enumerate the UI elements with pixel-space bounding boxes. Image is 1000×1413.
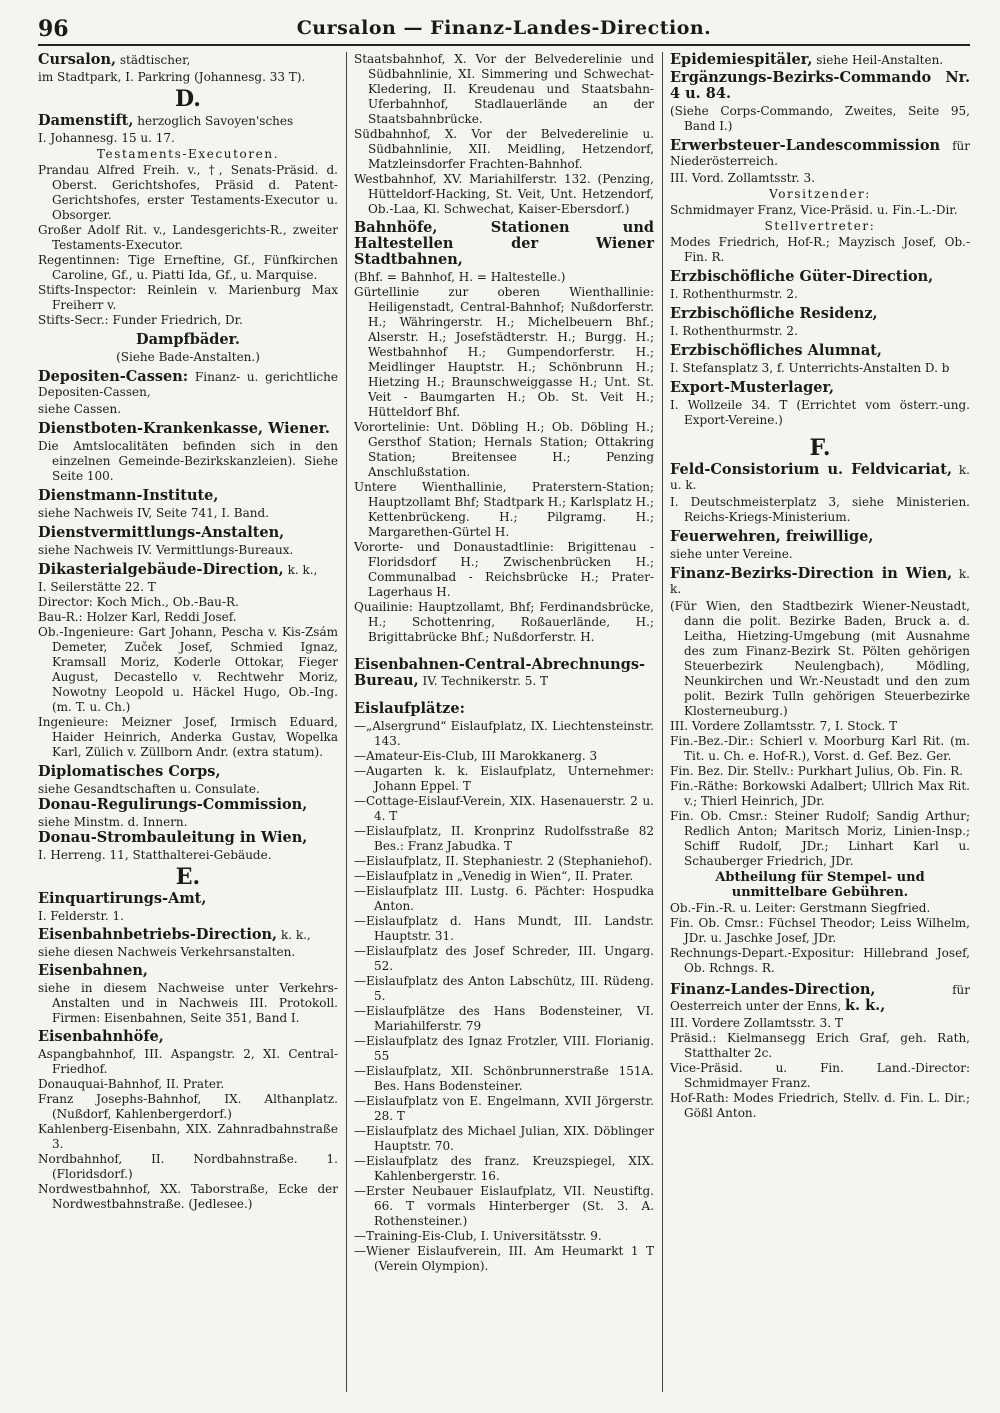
entry-line: Südbahnhof, X. Vor der Belvederelinie u. Südbahnlinie, XII. Meidling, Hetzendorf, Matzleinsdorfer Frachten-Bahnhof. [354,127,654,171]
entry-line: Donauquai-Bahnhof, II. Prater. [38,1077,225,1091]
entry-feld-consistorium: Feld-Consistorium u. Feldvicariat, k. u. k. [670,461,970,492]
list-item: —Erster Neubauer Eislaufplatz, VII. Neustiftg. 66. T vormals Hinterberger (St. 3. A. Rothensteiner.) [354,1184,654,1228]
page-number: 96 [38,16,69,42]
entry-line: Fin. Ob. Cmsr.: Füchsel Theodor; Leiss Wilhelm, JDr. u. Jaschke Josef, JDr. [670,916,970,945]
list-item: —Eislaufplatz, XII. Schönbrunnerstraße 151A. Bes. Hans Bodensteiner. [354,1064,654,1093]
entry-line: Quailinie: Hauptzollamt, Bhf; Ferdinandsbrücke, H.; Schottenring, Roßauerlände, H.; Brigittabrücke Bhf.; Nußdorferstr. H. [354,600,654,644]
entry-line: Präsid.: Kielmansegg Erich Graf, geh. Rath, Statthalter 2c. [670,1031,970,1060]
column-left [38,52,338,1212]
entry-line: siehe in diesem Nachweise unter Verkehrs-Anstalten und in Nachweis III. Protokoll. Firmen: Eisenbahnen, Seite 351, Band I. [38,981,338,1025]
entry-line: Staatsbahnhof, X. Vor der Belvederelinie und Südbahnlinie, XI. Simmering und Schwechat-Kledering, II. Kreudenau und Staatsbahn-Uferbahnhof, Stadlauerlände an der Staatsbahnbrücke. [354,52,654,126]
list-item: —Eislaufplatz in „Venedig in Wien“, II. Prater. [354,869,634,883]
entry-line: I. Stefansplatz 3, f. Unterrichts-Anstalten D. b [670,361,950,375]
section-letter: F. [809,435,831,461]
entry-line: Regentinnen: Tige Erneftine, Gf., Fünfkirchen Caroline, Gf., u. Piatti Ida, Gf., u. Marquise. [38,253,338,282]
entry-damenstift: Damenstift, herzoglich Savoyen'sches [38,112,294,129]
entry-line: im Stadtpark, I. Parkring (Johannesg. 33 T). [38,70,306,84]
entry-line: Prandau Alfred Freih. v., †, Senats-Präsid. d. Oberst. Gerichtshofes, Präsid d. Patent-Gerichtshofes, erster Testaments-Executor u. Obsorger. [38,163,338,222]
entry-line: siehe Minstm. d. Innern. [38,815,188,829]
entry-donau-strombau: Donau-Strombauleitung in Wien, [38,829,308,846]
list-item: —Eislaufplatz des franz. Kreuzspiegel, XIX. Kahlenbergerstr. 16. [354,1154,654,1183]
entry-line: siehe Gesandtschaften u. Consulate. [38,782,260,796]
directory-page [38,14,970,1399]
entry-epidemiespitaeler: Epidemiespitäler, siehe Heil-Anstalten. [670,51,944,68]
entry-erwerbsteuer: Erwerbsteuer-Landescommission für Niederösterreich. [670,137,970,168]
running-title: Cursalon — Finanz-Landes-Direction. [296,17,712,39]
entry-eisenbahnhoefe: Eisenbahnhöfe, [38,1028,164,1045]
entry-line: III. Vord. Zollamtsstr. 3. [670,171,815,185]
entry-line: (Für Wien, den Stadtbezirk Wiener-Neustadt, dann die polit. Bezirke Baden, Bruck a. d. Leitha, Hietzing-Umgebung (mit Ausnahme des zum Finanz-Bezirk St. Pölten gehörigen Steuerbezirk Neulengbach), Mödling, Neunkirchen und Wr.-Neustadt und den zum polit. Bezirk Tulln gehörigen Steuerbezirke Klosterneuburg.) [670,599,970,718]
entry-ergaenzungs-commando: Ergänzungs-Bezirks-Commando Nr. 4 u. 84. [670,69,970,102]
entry-feuerwehren: Feuerwehren, freiwillige, [670,528,874,545]
entry-abrechnungs-bureau: Eisenbahnen-Central-Abrechnungs-Bureau, IV. Technikerstr. 5. T [354,656,646,689]
entry-line: Modes Friedrich, Hof-R.; Mayzisch Josef, Ob.-Fin. R. [670,235,970,264]
entry-eisenbahnen: Eisenbahnen, [38,962,148,979]
list-item: —Eislaufplatz des Ignaz Frotzler, VIII. Florianig. 55 [354,1034,654,1063]
entry-stadtbahnen: Bahnhöfe, Stationen und Haltestellen der Wiener Stadtbahnen, [354,219,654,268]
entry-line: I. Felderstr. 1. [38,909,124,923]
entry-line: Gürtellinie zur oberen Wienthallinie: Heiligenstadt, Central-Bahnhof; Nußdorferstr. H.; Währingerstr. H.; Michelbeuern Bhf.; Alserstr. H.; Josefstädterstr. H.; Burgg. H.; Westbahnhof H.; Gumpendorferstr. H.; Meidlinger Hauptstr. H.; Schönbrunn H.; Hietzing H.; Braunschweiggasse H.; Unt. St. Veit - Baumgarten H.; Ob. St. Veit H.; Hütteldorf Bhf. [354,285,654,419]
entry-line: siehe Cassen. [38,402,122,416]
entry-line: Bau-R.: Holzer Karl, Reddi Josef. [38,610,237,624]
entry-line: siehe diesen Nachweis Verkehrsanstalten. [38,945,296,959]
entry-finanz-landes: Finanz-Landes-Direction, für Oesterreich unter der Enns, k. k., [670,981,970,1014]
list-item: —Eislaufplatz des Michael Julian, XIX. Döblinger Hauptstr. 70. [354,1124,654,1153]
entry-gueter-direction: Erzbischöfliche Güter-Direction, [670,268,934,285]
entry-export-musterlager: Export-Musterlager, [670,379,835,396]
list-item: —Eislaufplatz von E. Engelmann, XVII Jörgerstr. 28. T [354,1094,654,1123]
entry-line: (Siehe Corps-Commando, Zweites, Seite 95, Band I.) [670,104,970,133]
entry-line: Rechnungs-Depart.-Expositur: Hillebrand Josef, Ob. Rchngs. R. [670,946,970,975]
entry-line: Vice-Präsid. u. Fin. Land.-Director: Schmidmayer Franz. [670,1061,970,1090]
list-item: —Eislaufplatz, II. Stephaniestr. 2 (Stephaniehof). [354,854,653,868]
list-item: —„Alsergrund“ Eislaufplatz, IX. Liechtensteinstr. 143. [354,719,654,748]
entry-donau-regulirung: Donau-Regulirungs-Commission, [38,796,308,813]
entry-line: III. Vordere Zollamtsstr. 7, I. Stock. T [670,719,898,733]
page-header [38,14,970,46]
entry-eisenbahnbetrieb: Eisenbahnbetriebs-Direction, k. k., [38,926,311,943]
entry-line: siehe Nachweis IV, Seite 741, I. Band. [38,506,269,520]
entry-diplomatisches: Diplomatisches Corps, [38,763,221,780]
list-item: —Eislaufplätze des Hans Bodensteiner, VI. Mariahilferstr. 79 [354,1004,654,1033]
section-letter: D. [175,86,201,112]
entry-line: Hof-Rath: Modes Friedrich, Stellv. d. Fin. L. Dir.; Gößl Anton. [670,1091,970,1120]
entry-line: I. Herreng. 11, Statthalterei-Gebäude. [38,848,272,862]
entry-line: Fin.-Bez.-Dir.: Schierl v. Moorburg Karl Rit. (m. Tit. u. Ch. e. Hof-R.), Vorst. d. Gef. Bez. Ger. [670,734,970,763]
entry-line: Ob.-Ingenieure: Gart Johann, Pescha v. Kis-Zsám Demeter, Zuček Josef, Schmied Ignaz, Kramsall Moriz, Koderle Ottokar, Fieger August, Decastello v. Rechtwehr Moriz, Nowotny Leopold u. Häckel Hugo, Ob.-Ing. (m. T. u. Ch.) [38,625,338,714]
entry-line: Die Amtslocalitäten befinden sich in den einzelnen Gemeinde-Bezirkskanzleien). Siehe Seite 100. [38,439,338,483]
entry-line: siehe Nachweis IV. Vermittlungs-Bureaux. [38,543,294,557]
entry-line: Untere Wienthallinie, Praterstern-Station; Hauptzollamt Bhf; Stadtpark H.; Karlsplatz H.; Kettenbrückeng. H.; Pilgramg. H.; Margarethen-Gürtel H. [354,480,654,539]
entry-line: I. Rothenthurmstr. 2. [670,324,798,338]
list-item: —Eislaufplatz, II. Kronprinz Rudolfsstraße 82 Bes.: Franz Jabudka. T [354,824,654,853]
entry-line: Stifts-Secr.: Funder Friedrich, Dr. [38,313,243,327]
entry-line: (Bhf. = Bahnhof, H. = Haltestelle.) [354,270,566,284]
subheading: Stellvertreter: [764,219,876,233]
list-item: —Training-Eis-Club, I. Universitätsstr. 9. [354,1229,602,1243]
entry-depositen: Depositen-Cassen: Finanz- u. gerichtliche Depositen-Cassen, [38,368,338,399]
entry-line: Franz Josephs-Bahnhof, IX. Althanplatz. (Nußdorf, Kahlenbergerdorf.) [38,1092,338,1121]
column-middle [354,52,654,1274]
section-letter: E. [175,864,201,890]
entry-line: Kahlenberg-Eisenbahn, XIX. Zahnradbahnstraße 3. [38,1122,338,1151]
entry-dienstboten: Dienstboten-Krankenkasse, Wiener. [38,420,330,437]
entry-line: I. Johannesg. 15 u. 17. [38,131,175,145]
entry-line: Vorortelinie: Unt. Döbling H.; Ob. Döbling H.; Gersthof Station; Hernals Station; Ottakring Station; Breitensee H.; Penzing Anschlußstation. [354,420,654,479]
entry-line: Ingenieure: Meizner Josef, Irmisch Eduard, Haider Heinrich, Anderka Gustav, Wopelka Karl, Zülich v. Züllborn Andr. (extra statum). [38,715,338,759]
list-item: —Cottage-Eislauf-Verein, XIX. Hasenauerstr. 2 u. 4. T [354,794,654,823]
entry-line: Nordwestbahnhof, XX. Taborstraße, Ecke der Nordwestbahnstraße. (Jedlesee.) [38,1182,338,1211]
entry-dikasterial: Dikasterialgebäude-Direction, k. k., [38,561,318,578]
entry-line: Großer Adolf Rit. v., Landesgerichts-R., zweiter Testaments-Executor. [38,223,338,252]
list-item: —Eislaufplatz des Josef Schreder, III. Ungarg. 52. [354,944,654,973]
entry-dienstvermittlung: Dienstvermittlungs-Anstalten, [38,524,285,541]
entry-dienstmann: Dienstmann-Institute, [38,487,219,504]
entry-line: I. Seilerstätte 22. T [38,580,156,594]
entry-cursalon: Cursalon, städtischer, [38,51,191,68]
entry-einquartirung: Einquartirungs-Amt, [38,890,207,907]
entry-alumnat: Erzbischöfliches Alumnat, [670,342,882,359]
column-divider [662,52,663,1392]
entry-line: Fin.-Räthe: Borkowski Adalbert; Ullrich Max Rit. v.; Thierl Heinrich, JDr. [670,779,970,808]
entry-line: (Siehe Bade-Anstalten.) [116,350,260,364]
entry-line: I. Wollzeile 34. T (Errichtet vom österr.-ung. Export-Vereine.) [670,398,970,427]
entry-line: I. Deutschmeisterplatz 3, siehe Ministerien. Reichs-Kriegs-Ministerium. [670,495,970,524]
list-item: —Eislaufplatz III. Lustg. 6. Pächter: Hospudka Anton. [354,884,654,913]
entry-line: Nordbahnhof, II. Nordbahnstraße. 1. (Floridsdorf.) [38,1152,338,1181]
entry-line: III. Vordere Zollamtsstr. 3. T [670,1016,843,1030]
list-item: —Wiener Eislaufverein, III. Am Heumarkt 1 T (Verein Olympion). [354,1244,654,1273]
entry-dampfbaeder: Dampfbäder. [136,331,240,348]
entry-finanz-bezirks: Finanz-Bezirks-Direction in Wien, k. k. [670,565,970,596]
column-right [670,52,970,1121]
entry-line: Vororte- und Donaustadtlinie: Brigittenau - Floridsdorf H.; Zwischenbrücken H.; Communalbad - Reichsbrücke H.; Prater-Lagerhaus H. [354,540,654,599]
list-item: —Amateur-Eis-Club, III Marokkanerg. 3 [354,749,598,763]
list-item: —Augarten k. k. Eislaufplatz, Unternehmer: Johann Eppel. T [354,764,654,793]
entry-line: siehe unter Vereine. [670,547,793,561]
entry-line: Director: Koch Mich., Ob.-Bau-R. [38,595,239,609]
entry-line: Aspangbahnhof, III. Aspangstr. 2, XI. Central-Friedhof. [38,1047,338,1076]
entry-line: Fin. Ob. Cmsr.: Steiner Rudolf; Sandig Arthur; Redlich Anton; Maritsch Moriz, Linien-Insp.; Schiff Rudolf, JDr.; Linhart Karl u. Schauberger Friedrich, JDr. [670,809,970,868]
entry-line: Stifts-Inspector: Reinlein v. Marienburg Max Freiherr v. [38,283,338,312]
subheading: Testaments-Executoren. [96,147,280,161]
list-item: —Eislaufplatz des Anton Labschütz, III. Rüdeng. 5. [354,974,654,1003]
entry-line: Westbahnhof, XV. Mariahilferstr. 132. (Penzing, Hütteldorf-Hacking, St. Veit, Unt. Hetzendorf, Ob.-Laa, Kl. Schwechat, Kaiser-Ebersdorf.) [354,172,654,216]
subheading: Abtheilung für Stempel- und unmittelbare Gebühren. [715,870,925,900]
entry-residenz: Erzbischöfliche Residenz, [670,305,878,322]
entry-line: Ob.-Fin.-R. u. Leiter: Gerstmann Siegfried. [670,901,931,915]
entry-line: Schmidmayer Franz, Vice-Präsid. u. Fin.-L.-Dir. [670,203,958,217]
column-divider [346,52,347,1392]
entry-line: Fin. Bez. Dir. Stellv.: Purkhart Julius, Ob. Fin. R. [670,764,964,778]
list-item: —Eislaufplatz d. Hans Mundt, III. Landstr. Hauptstr. 31. [354,914,654,943]
subheading: Vorsitzender: [769,187,871,201]
entry-eislaufplaetze: Eislaufplätze: [354,700,465,717]
entry-line: I. Rothenthurmstr. 2. [670,287,798,301]
